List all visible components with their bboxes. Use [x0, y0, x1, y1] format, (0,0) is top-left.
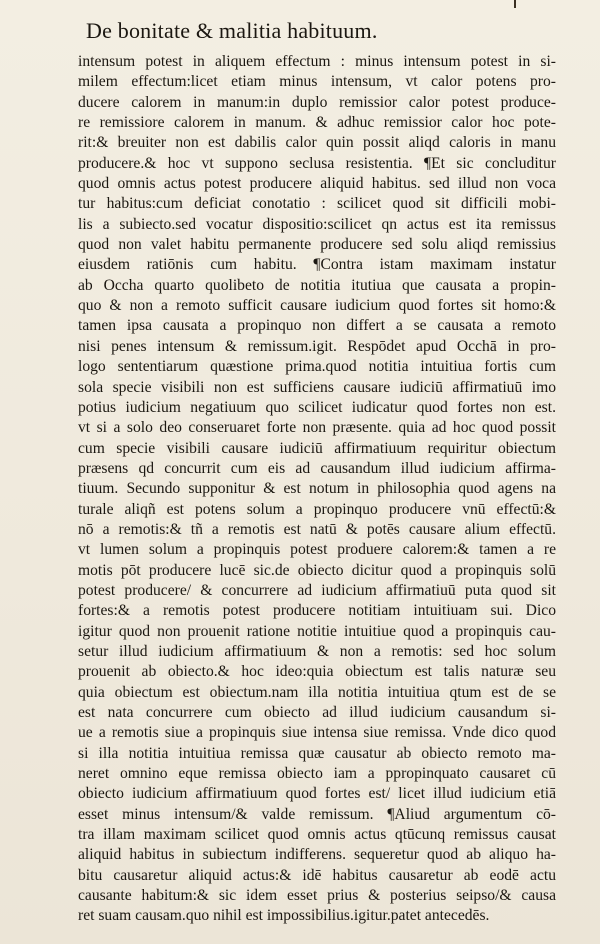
text-line: quod non valet habitu permanente producere sed solu aliqd remissius	[78, 236, 556, 254]
text-line: potius iudicium negatiuum quo scilicet iudicatur quod fortes non est.	[78, 398, 556, 416]
text-line: producere.& hoc vt suppono seclusa resistentia. ¶Et sic concluditur	[78, 154, 556, 172]
body-text	[78, 52, 556, 927]
running-title: De bonitate & malitia habituum.	[86, 18, 378, 43]
text-line: lis a subiecto.sed vocatur dispositio:scilicet qn actus est ita remissus	[78, 215, 556, 233]
text-line: re remissiore calorem in manum. & adhuc remissior calor hoc pote-	[78, 114, 556, 132]
page-edge-mark	[514, 0, 516, 8]
text-line: ret suam causam.quo nihil est impossibilius.igitur.patet antecedēs.	[78, 907, 490, 925]
text-line: neret omnino eque remissa obiecto iam a ppropinquato causaret cū	[78, 765, 556, 783]
text-line: nō a remotis:& tñ a remotis est natū & potēs causare alium effectū.	[78, 520, 556, 538]
text-line: intensum potest in aliquem effectum : minus intensum potest in si-	[78, 53, 556, 70]
text-line: potest producere/ & concurrere ad iudicium affirmatiuū puta quod sit	[78, 581, 556, 599]
text-line: nisi penes intensum & remissum.igit. Respōdet apud Occhā in pro-	[78, 337, 556, 355]
text-line: eiusdem ratiōnis cum habitu. ¶Contra istam maximam instatur	[78, 256, 556, 274]
text-line: setur illud iudicium affirmatiuum & non a remotis: sed hoc solum	[78, 642, 556, 660]
text-line: quia obiectum est obiectum.nam illa notitia intuitiua qtum est de se	[78, 683, 556, 701]
text-line: obiecto iudicium affirmatiuum quod fortes est/ licet illud iudicium etiā	[78, 785, 556, 803]
text-line: causante habitum:& sic idem esset prius & posterius seipso/& causa	[78, 887, 556, 905]
text-line: ue a remotis siue a propinquis siue intensa siue remissa. Vnde dico quod	[78, 724, 556, 742]
text-line: vt lumen solum a propinquis potest produere calorem:& tamen a re	[78, 541, 556, 559]
text-line: igitur quod non prouenit ratione notitie intuitiue quod a propinquis cau-	[78, 622, 556, 640]
text-line: quod omnis actus potest producere aliquid habitus. sed illud non voca	[78, 175, 556, 193]
text-line: esset minus intensum/& valde remissum. ¶Aliud argumentum cō-	[78, 805, 556, 823]
text-line: tiuum. Secundo supponitur & est notum in philosophia quod agens na	[78, 480, 556, 498]
text-line: si illa notitia intuitiua remissa quæ causatur ab obiecto remoto ma-	[78, 744, 556, 762]
text-line: tra illam maximam scilicet quod omnis actus qtūcunq remissus causat	[78, 826, 556, 844]
text-line: est nata concurrere cum obiecto ad illud iudicium causandum si-	[78, 704, 556, 721]
text-line: quo & non a remoto sufficit causare iudicium quod fortes sit homo:&	[78, 297, 556, 315]
text-line: sola specie visibili non est sufficiens causare iudiciū affirmatiuū imo	[78, 378, 556, 396]
text-line: prouenit ab obiecto.& hoc ideo:quia obiectum est talis naturæ seu	[78, 663, 556, 681]
text-line: logo sententiarum quæstione prima.quod notitia intuitiua fortis cum	[78, 358, 556, 376]
text-line: rit:& breuiter non est dabilis calor quin possit aliqd caloris in manu	[78, 134, 556, 152]
text-line: milem effectum:licet etiam minus intensum, vt calor potens pro-	[78, 73, 556, 91]
text-line: cum specie visibili causare iudiciū affirmatiuum requiritur obiectum	[78, 439, 556, 457]
text-line: aliquid habitus in subiectum indifferens. sequeretur quod ab aliquo ha-	[78, 846, 556, 864]
text-line: fortes:& a remotis potest producere notitiam intuitiuam sui. Dico	[78, 602, 556, 620]
text-line: motis pōt producere lucē sic.de obiecto dicitur quod a propinquis solū	[78, 561, 556, 579]
text-line: ab Occha quarto quolibeto de notitia itutiua que causata a propin-	[78, 276, 556, 294]
text-line: tur habitus:cum deficiat conotatio : scilicet quod sit difficili mobi-	[78, 195, 556, 213]
text-line: ducere calorem in manum:in duplo remissior calor potest produce-	[78, 93, 556, 111]
text-line: vt si a solo deo conseruaret forte non præsente. quia ad hoc quod possit	[78, 419, 556, 437]
text-line: bitu causaretur aliquid actus:& idē habitus causaretur ab eodē actu	[78, 866, 556, 884]
text-line: tamen ipsa causata a propinquo non differt a se causata a remoto	[78, 317, 556, 335]
text-line: turale aliqñ est potens solum a propinquo producere vnū effectū:&	[78, 500, 556, 518]
text-line: præsens qd concurrit cum eis ad causandum illud iudicium affirma-	[78, 459, 556, 477]
